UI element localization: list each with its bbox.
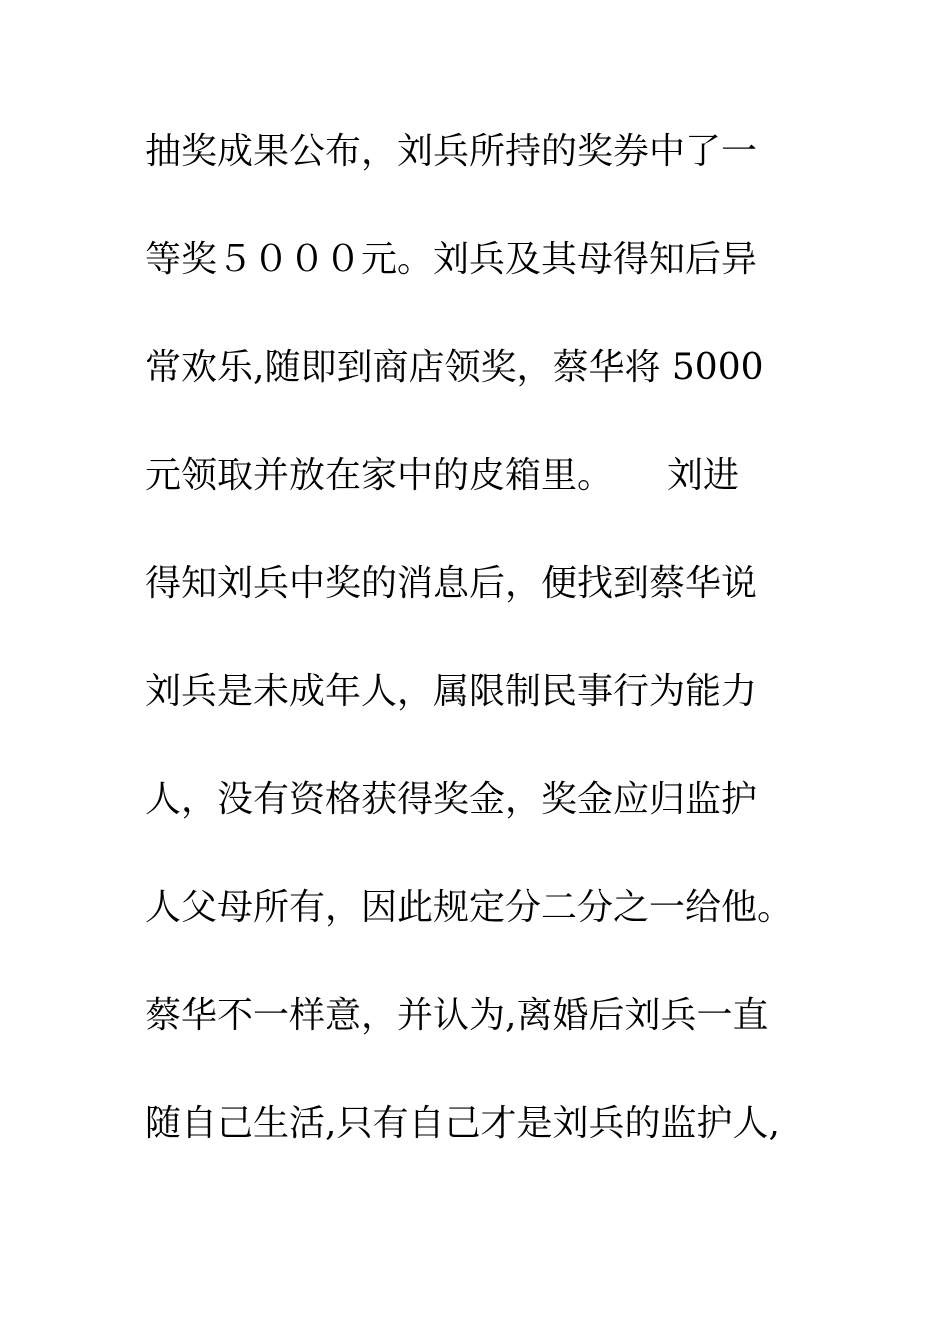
text-line-9: 蔡华不一样意，并认为,离婚后刘兵一直 [145, 995, 769, 1036]
text-line-4: 元领取并放在家中的皮箱里。 刘进 [145, 455, 740, 496]
text-line-3: 常欢乐,随即到商店领奖，蔡华将 5000 [145, 347, 764, 388]
text-line-10: 随自己生活,只有自己才是刘兵的监护人, [145, 1103, 780, 1144]
text-line-5: 得知刘兵中奖的消息后，便找到蔡华说 [145, 563, 758, 604]
body-text [145, 122, 845, 1202]
text-line-6: 刘兵是未成年人，属限制民事行为能力 [145, 671, 758, 712]
text-line-8: 人父母所有，因此规定分二分之一给他。 [145, 887, 794, 928]
text-line-7: 人，没有资格获得奖金，奖金应归监护 [145, 779, 758, 820]
text-line-1: 抽奖成果公布，刘兵所持的奖券中了一 [145, 131, 758, 172]
text-line-2: 等奖５０００元。刘兵及其母得知后异 [145, 239, 758, 280]
